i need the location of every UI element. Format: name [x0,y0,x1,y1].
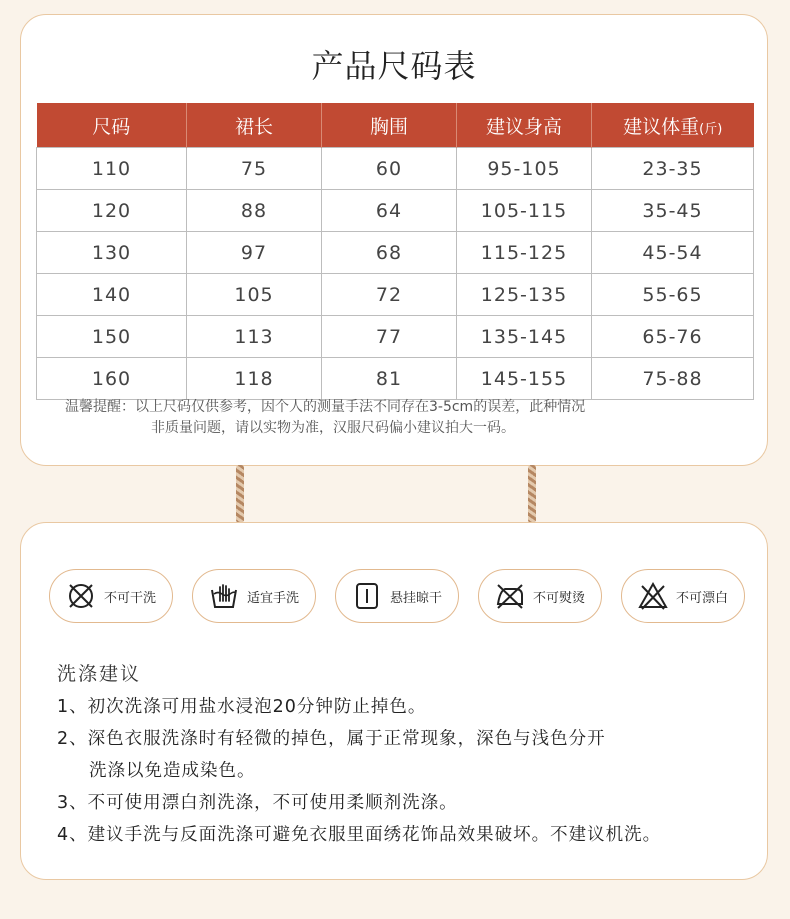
table-cell: 105-115 [457,190,592,232]
header-weight-label: 建议体重 [623,115,700,138]
care-pill-no-iron [478,569,602,623]
table-cell: 65-76 [592,316,754,358]
care-icons-row [49,569,749,625]
table-cell: 75 [187,148,322,190]
care-card [20,522,768,880]
table-cell: 135-145 [457,316,592,358]
care-label: 适宜手洗 [246,590,299,606]
table-cell: 88 [187,190,322,232]
table-cell: 145-155 [457,358,592,400]
table-cell: 60 [322,148,457,190]
wash-advice-item: 1、初次洗涤可用盐水浸泡20分钟防止掉色。 [57,697,427,717]
table-cell: 95-105 [457,148,592,190]
table-row [37,148,754,190]
no-dry-clean-icon [66,581,96,611]
care-pill-hand-wash [192,569,316,623]
table-row [37,190,754,232]
table-cell: 68 [322,232,457,274]
care-label: 悬挂晾干 [389,590,442,606]
care-label: 不可干洗 [103,590,156,606]
wash-advice-item: 2、深色衣服洗涤时有轻微的掉色，属于正常现象，深色与浅色分开 [57,729,606,749]
care-label: 不可熨烫 [532,590,585,606]
header-skirt-length: 裙长 [187,103,322,148]
table-cell: 81 [322,358,457,400]
table-cell: 75-88 [592,358,754,400]
wash-advice-item: 3、不可使用漂白剂洗涤，不可使用柔顺剂洗涤。 [57,793,458,813]
table-cell: 130 [37,232,187,274]
hanging-rope-right [528,465,536,523]
size-chart-title: 产品尺码表 [311,47,477,85]
table-row [37,274,754,316]
care-label: 不可漂白 [675,590,728,606]
care-pill-no-dry-clean [49,569,173,623]
table-cell: 113 [187,316,322,358]
hanging-rope-left [236,465,244,523]
table-cell: 160 [37,358,187,400]
table-cell: 150 [37,316,187,358]
wash-advice-item: 4、建议手洗与反面洗涤可避免衣服里面绣花饰品效果破坏。不建议机洗。 [57,825,662,845]
table-cell: 77 [322,316,457,358]
size-note [65,397,737,439]
table-cell: 35-45 [592,190,754,232]
table-row [37,316,754,358]
size-note-line-1: 温馨提醒：以上尺码仅供参考，因个人的测量手法不同存在3-5cm的误差，此种情况 [65,399,586,415]
size-note-line-2: 非质量问题，请以实物为准，汉服尺码偏小建议拍大一码。 [151,420,515,436]
table-cell: 105 [187,274,322,316]
table-cell: 110 [37,148,187,190]
header-size: 尺码 [37,103,187,148]
table-row [37,232,754,274]
size-chart-card [20,14,768,466]
table-cell: 140 [37,274,187,316]
header-chest: 胸围 [322,103,457,148]
table-cell: 118 [187,358,322,400]
table-cell: 55-65 [592,274,754,316]
table-cell: 125-135 [457,274,592,316]
header-weight-unit: (斤) [699,121,723,137]
wash-advice-title: 洗涤建议 [57,663,142,685]
hand-wash-icon [209,581,239,611]
header-weight [592,103,754,148]
table-cell: 45-54 [592,232,754,274]
table-cell: 23-35 [592,148,754,190]
table-cell: 97 [187,232,322,274]
table-cell: 72 [322,274,457,316]
table-cell: 115-125 [457,232,592,274]
no-bleach-icon [638,581,668,611]
hang-dry-icon [352,581,382,611]
no-iron-icon [495,581,525,611]
table-cell: 64 [322,190,457,232]
care-pill-no-bleach [621,569,745,623]
header-height: 建议身高 [457,103,592,148]
wash-advice-item-continued: 洗涤以免造成染色。 [89,761,256,781]
table-row [37,358,754,400]
size-table [36,103,754,400]
wash-advice-list [57,691,747,851]
table-header-row [37,103,754,148]
table-cell: 120 [37,190,187,232]
care-pill-hang-dry [335,569,459,623]
